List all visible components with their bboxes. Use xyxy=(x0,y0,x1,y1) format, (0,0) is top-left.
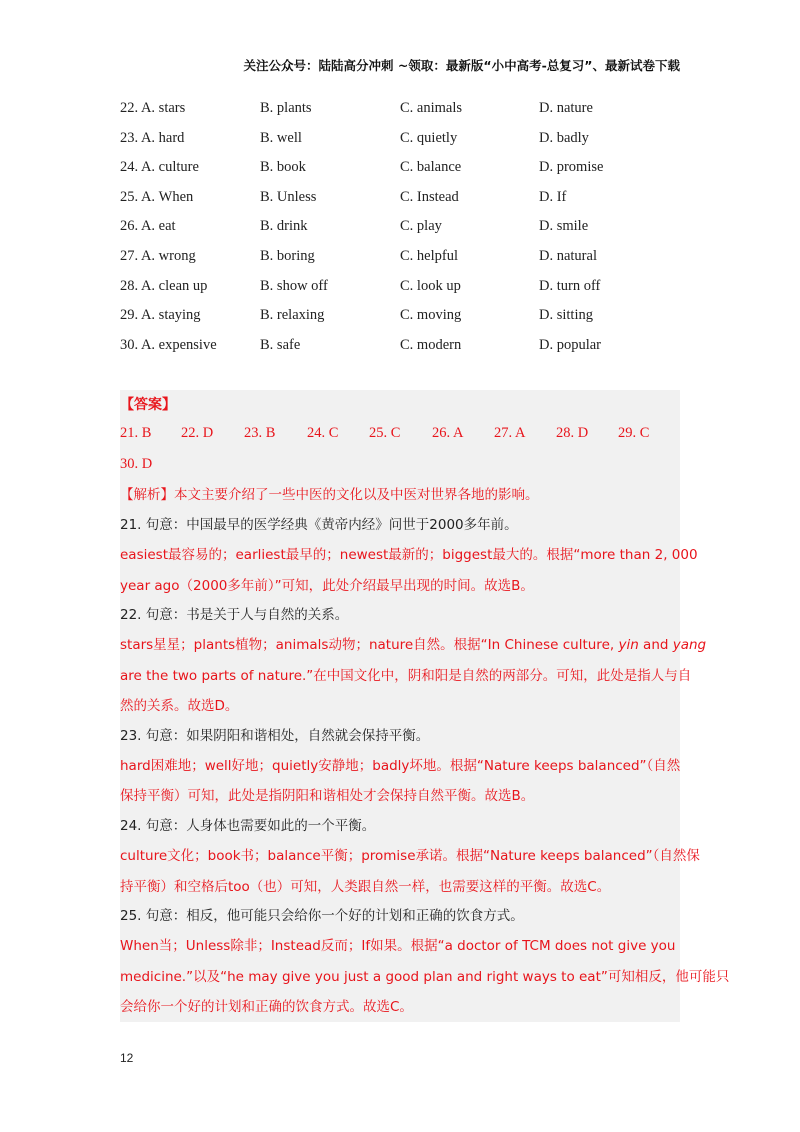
option-c: C. animals xyxy=(400,100,463,116)
option-d: D. promise xyxy=(539,159,604,176)
q23-explanation-line: 保持平衡）可知，此处是指阴阳和谐相处才会保持自然平衡。故选B。 xyxy=(120,788,535,804)
q22-explanation-line: stars星星；plants植物；animals动物；nature自然。根据“In Chinese culture, yin and yang xyxy=(120,637,707,653)
q25-explanation-line: medicine.”以及“he may give you just a good plan and right ways to eat”可知相反，他可能只 xyxy=(120,969,730,985)
option-row xyxy=(120,124,680,154)
option-a: 23. A. hard xyxy=(120,129,185,146)
q21-meaning: 21. 句意：中国最早的医学经典《黄帝内经》问世于2000多年前。 xyxy=(120,517,518,533)
answer-key-last: 30. D xyxy=(120,456,153,472)
option-d: D. natural xyxy=(539,247,597,264)
q21-explanation-line: year ago（2000多年前）”可知，此处介绍最早出现的时间。故选B。 xyxy=(120,578,534,594)
option-c: C. modern xyxy=(400,336,462,353)
answer-key: 21. B xyxy=(120,425,152,441)
option-b: B. drink xyxy=(260,218,308,235)
option-b: B. show off xyxy=(260,277,328,294)
answer-key: 22. D xyxy=(181,425,214,441)
q23-meaning: 23. 句意：如果阴阳和谐相处，自然就会保持平衡。 xyxy=(120,728,430,744)
option-b: B. book xyxy=(260,159,306,176)
option-a: 24. A. culture xyxy=(120,159,199,176)
q21-explanation-line: easiest最容易的；earliest最早的；newest最新的；biggest最大的。根据“more than 2, 000 xyxy=(120,547,698,563)
option-row xyxy=(120,242,680,272)
option-row xyxy=(120,94,680,124)
q22-meaning: 22. 句意：书是关于人与自然的关系。 xyxy=(120,607,349,623)
option-c: C. play xyxy=(400,218,442,235)
option-c: C. Instead xyxy=(400,188,459,205)
option-d: D. smile xyxy=(539,218,589,235)
q24-explanation-line: 持平衡）和空格后too（也）可知，人类跟自然一样，也需要这样的平衡。故选C。 xyxy=(120,879,611,895)
answer-key: 28. D xyxy=(556,425,589,441)
q24-explanation-line: culture文化；book书；balance平衡；promise承诺。根据“Nature keeps balanced”（自然保 xyxy=(120,848,700,864)
q23-explanation-line: hard困难地；well好地；quietly安静地；badly坏地。根据“Nature keeps balanced”（自然 xyxy=(120,758,681,774)
answer-analysis-box xyxy=(120,390,730,1022)
option-b: B. safe xyxy=(260,336,301,353)
option-d: D. badly xyxy=(539,129,589,146)
option-c: C. look up xyxy=(400,277,461,294)
option-a: 25. A. When xyxy=(120,188,194,205)
answer-key: 29. C xyxy=(618,425,650,441)
option-c: C. moving xyxy=(400,307,462,324)
option-a: 30. A. expensive xyxy=(120,336,217,353)
option-d: D. popular xyxy=(539,336,602,353)
option-a: 26. A. eat xyxy=(120,218,176,235)
option-b: B. well xyxy=(260,129,302,146)
option-b: B. plants xyxy=(260,100,312,116)
options-list xyxy=(120,94,680,360)
option-d: D. turn off xyxy=(539,277,601,294)
answer-key: 24. C xyxy=(307,425,339,441)
q25-meaning: 25. 句意：相反，他可能只会给你一个好的计划和正确的饮食方式。 xyxy=(120,908,524,924)
page-header: 关注公众号：陆陆高分冲刺 ~领取：最新版“小中高考-总复习”、最新试卷下载 xyxy=(243,58,680,73)
option-row xyxy=(120,301,680,331)
answer-key: 23. B xyxy=(244,425,276,441)
option-a: 28. A. clean up xyxy=(120,277,208,294)
option-row xyxy=(120,212,680,242)
analysis-intro: 【解析】本文主要介绍了一些中医的文化以及中医对世界各地的影响。 xyxy=(120,487,539,503)
option-a: 27. A. wrong xyxy=(120,247,196,264)
option-c: C. balance xyxy=(400,159,462,176)
option-row xyxy=(120,183,680,213)
option-b: B. boring xyxy=(260,247,315,264)
option-b: B. Unless xyxy=(260,188,317,205)
q25-explanation-line: When当；Unless除非；Instead反而；If如果。根据“a doctor of TCM does not give you xyxy=(120,938,676,954)
q25-explanation-line: 会给你一个好的计划和正确的饮食方式。故选C。 xyxy=(120,999,413,1015)
q22-explanation-line: 然的关系。故选D。 xyxy=(120,698,239,714)
option-a: 29. A. staying xyxy=(120,307,201,324)
answer-key: 27. A xyxy=(494,425,526,441)
option-d: D. sitting xyxy=(539,307,593,324)
option-d: D. If xyxy=(539,188,567,205)
option-a: 22. A. stars xyxy=(120,100,186,116)
option-row xyxy=(120,272,680,302)
option-c: C. quietly xyxy=(400,129,458,146)
option-c: C. helpful xyxy=(400,247,458,264)
answer-key: 26. A xyxy=(432,425,464,441)
option-row xyxy=(120,331,680,361)
q24-meaning: 24. 句意：人身体也需要如此的一个平衡。 xyxy=(120,818,376,834)
option-b: B. relaxing xyxy=(260,307,325,324)
q22-explanation-line: are the two parts of nature.”在中国文化中，阴和阳是自然的两部分。可知，此处是指人与自 xyxy=(120,668,692,684)
answer-key: 25. C xyxy=(369,425,401,441)
option-d: D. nature xyxy=(539,100,593,116)
option-row xyxy=(120,153,680,183)
answer-title: 【答案】 xyxy=(120,397,176,413)
page-number: 12 xyxy=(120,1051,134,1065)
